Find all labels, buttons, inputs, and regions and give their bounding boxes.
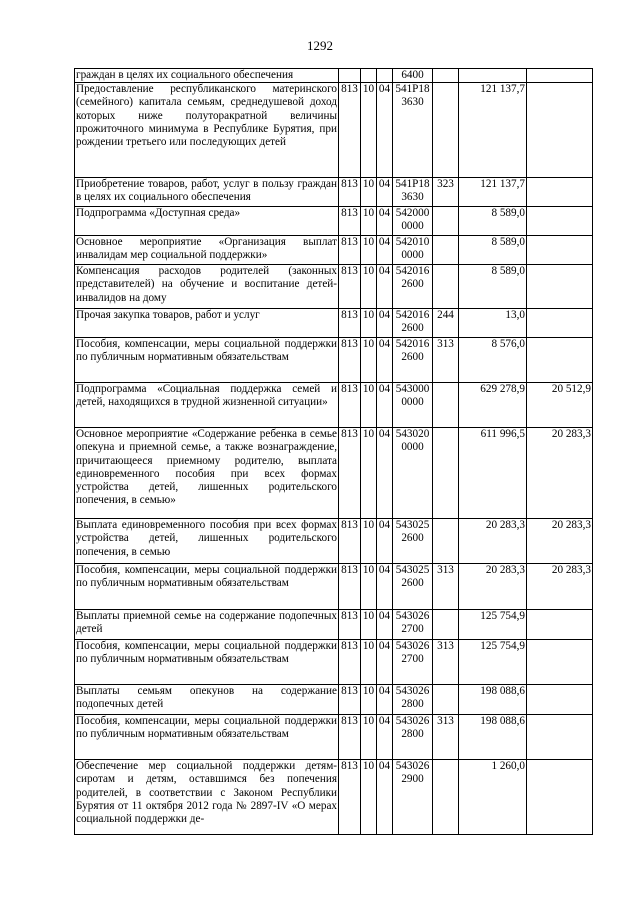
target-article-cell — [393, 640, 433, 685]
target-article-cell — [393, 715, 433, 760]
ved-code-cell: 813 — [339, 236, 361, 265]
row-name-cell: Предоставление республиканского материнского (семейного) капитала семьям, среднедушевой доход которых ниже полуторакратной величины прожиточного минимума в Республике Бурятия, при рождении третьего или последующих детей — [75, 83, 339, 178]
subvention-amount-cell — [527, 83, 593, 178]
row-name-cell: граждан в целях их социального обеспечения — [75, 69, 339, 83]
ved-code-cell: 813 — [339, 338, 361, 383]
total-amount-cell: 125 754,9 — [459, 610, 527, 640]
target-article-part1: 542000 — [395, 207, 430, 220]
target-article-part2: 2800 — [401, 728, 424, 741]
total-amount-cell: 8 589,0 — [459, 236, 527, 265]
subsection-code-cell: 04 — [377, 685, 393, 715]
section-code-cell: 10 — [361, 715, 377, 760]
subsection-code-cell: 04 — [377, 338, 393, 383]
row-name-cell: Компенсация расходов родителей (законных представителей) на обучение и воспитание детей-инвалидов на дому — [75, 265, 339, 309]
ved-code-cell: 813 — [339, 383, 361, 428]
expense-type-cell — [433, 519, 459, 564]
section-code-cell: 10 — [361, 760, 377, 835]
table-row — [75, 685, 593, 715]
subsection-code-cell: 04 — [377, 519, 393, 564]
expense-type-cell — [433, 685, 459, 715]
subvention-amount-cell — [527, 207, 593, 236]
subvention-amount-cell — [527, 338, 593, 383]
ved-code-cell: 813 — [339, 760, 361, 835]
subsection-code-cell: 04 — [377, 83, 393, 178]
target-article-part1: 541P18 — [395, 83, 430, 96]
total-amount-cell: 121 137,7 — [459, 178, 527, 207]
subsection-code-cell — [377, 69, 393, 83]
expense-type-cell — [433, 760, 459, 835]
subvention-amount-cell: 20 283,3 — [527, 519, 593, 564]
target-article-part1: 542016 — [395, 338, 430, 351]
total-amount-cell: 125 754,9 — [459, 640, 527, 685]
subvention-amount-cell — [527, 265, 593, 309]
row-name-cell: Основное мероприятие «Содержание ребенка в семье опекуна и приемной семье, а также вознаграждение, причитающееся приемному родителю, выплата единовременного пособия при всех формах устройства детей, лишенных родительского попечения, в семью» — [75, 428, 339, 519]
target-article-part2: 2900 — [401, 773, 424, 786]
target-article-part2: 0000 — [401, 396, 424, 409]
target-article-cell — [393, 685, 433, 715]
total-amount-cell: 1 260,0 — [459, 760, 527, 835]
total-amount-cell: 20 283,3 — [459, 564, 527, 610]
target-article-part2: 2700 — [401, 653, 424, 666]
subsection-code-cell: 04 — [377, 610, 393, 640]
table-row — [75, 640, 593, 685]
section-code-cell: 10 — [361, 685, 377, 715]
target-article-cell — [393, 69, 433, 83]
target-article-part1: 542016 — [395, 309, 430, 322]
table-row — [75, 265, 593, 309]
subsection-code-cell: 04 — [377, 383, 393, 428]
target-article-part2: 2600 — [401, 278, 424, 291]
row-name-cell: Пособия, компенсации, меры социальной поддержки по публичным нормативным обязательствам — [75, 338, 339, 383]
section-code-cell: 10 — [361, 428, 377, 519]
table-row — [75, 610, 593, 640]
ved-code-cell: 813 — [339, 715, 361, 760]
table-row — [75, 338, 593, 383]
row-name-cell: Обеспечение мер социальной поддержки детям-сиротам и детям, оставшимся без попечения родителей, в соответствии с Законом Республики Бурятия от 11 октября 2012 года № 2897-IV «О мерах социальной поддержки де- — [75, 760, 339, 835]
target-article-part2: 6400 — [401, 69, 424, 81]
total-amount-cell: 8 576,0 — [459, 338, 527, 383]
subvention-amount-cell: 20 512,9 — [527, 383, 593, 428]
target-article-cell — [393, 178, 433, 207]
ved-code-cell — [339, 69, 361, 83]
row-name-cell: Подпрограмма «Социальная поддержка семей и детей, находящихся в трудной жизненной ситуации» — [75, 383, 339, 428]
target-article-part1: 543026 — [395, 760, 430, 773]
row-name-cell: Пособия, компенсации, меры социальной поддержки по публичным нормативным обязательствам — [75, 640, 339, 685]
target-article-part2: 3630 — [401, 191, 424, 204]
ved-code-cell: 813 — [339, 685, 361, 715]
target-article-cell — [393, 265, 433, 309]
total-amount-cell: 13,0 — [459, 309, 527, 338]
subsection-code-cell: 04 — [377, 564, 393, 610]
total-amount-cell: 198 088,6 — [459, 715, 527, 760]
target-article-part1: 543026 — [395, 715, 430, 728]
table-row — [75, 309, 593, 338]
subvention-amount-cell — [527, 640, 593, 685]
budget-table-body — [75, 69, 593, 835]
row-name-cell: Подпрограмма «Доступная среда» — [75, 207, 339, 236]
subsection-code-cell: 04 — [377, 309, 393, 338]
table-row — [75, 178, 593, 207]
expense-type-cell — [433, 428, 459, 519]
section-code-cell: 10 — [361, 309, 377, 338]
row-name-cell: Выплата единовременного пособия при всех формах устройства детей, лишенных родительского попечения, в семью — [75, 519, 339, 564]
target-article-part1: 541P18 — [395, 178, 430, 191]
expense-type-cell — [433, 383, 459, 428]
row-name-cell: Выплаты семьям опекунов на содержание подопечных детей — [75, 685, 339, 715]
subvention-amount-cell — [527, 685, 593, 715]
target-article-part2: 0000 — [401, 220, 424, 233]
table-row — [75, 519, 593, 564]
target-article-part2: 0000 — [401, 249, 424, 262]
subsection-code-cell: 04 — [377, 640, 393, 685]
target-article-part1: 543000 — [395, 383, 430, 396]
section-code-cell: 10 — [361, 564, 377, 610]
expense-type-cell: 313 — [433, 640, 459, 685]
target-article-cell — [393, 519, 433, 564]
section-code-cell: 10 — [361, 610, 377, 640]
expense-type-cell — [433, 83, 459, 178]
target-article-cell — [393, 564, 433, 610]
target-article-cell — [393, 760, 433, 835]
target-article-cell — [393, 610, 433, 640]
target-article-part2: 3630 — [401, 96, 424, 109]
subsection-code-cell: 04 — [377, 178, 393, 207]
target-article-part1: 543026 — [395, 685, 430, 698]
subvention-amount-cell — [527, 69, 593, 83]
total-amount-cell: 121 137,7 — [459, 83, 527, 178]
subsection-code-cell: 04 — [377, 428, 393, 519]
total-amount-cell: 611 996,5 — [459, 428, 527, 519]
ved-code-cell: 813 — [339, 519, 361, 564]
target-article-cell — [393, 207, 433, 236]
target-article-part2: 2600 — [401, 351, 424, 364]
ved-code-cell: 813 — [339, 564, 361, 610]
subsection-code-cell: 04 — [377, 760, 393, 835]
table-row — [75, 383, 593, 428]
total-amount-cell: 198 088,6 — [459, 685, 527, 715]
subvention-amount-cell — [527, 178, 593, 207]
section-code-cell: 10 — [361, 83, 377, 178]
section-code-cell: 10 — [361, 207, 377, 236]
expense-type-cell: 313 — [433, 338, 459, 383]
target-article-part1: 543020 — [395, 428, 430, 441]
section-code-cell: 10 — [361, 236, 377, 265]
ved-code-cell: 813 — [339, 309, 361, 338]
target-article-part2: 2600 — [401, 577, 424, 590]
target-article-part1: 542010 — [395, 236, 430, 249]
target-article-cell — [393, 428, 433, 519]
ved-code-cell: 813 — [339, 178, 361, 207]
table-row — [75, 207, 593, 236]
target-article-part2: 2600 — [401, 532, 424, 545]
subvention-amount-cell: 20 283,3 — [527, 428, 593, 519]
target-article-part1: 543026 — [395, 610, 430, 623]
table-row — [75, 715, 593, 760]
ved-code-cell: 813 — [339, 83, 361, 178]
budget-table — [74, 68, 593, 835]
table-row — [75, 83, 593, 178]
table-row — [75, 236, 593, 265]
target-article-cell — [393, 383, 433, 428]
page-number: 1292 — [307, 38, 333, 53]
total-amount-cell — [459, 69, 527, 83]
expense-type-cell: 313 — [433, 715, 459, 760]
target-article-part2: 2800 — [401, 698, 424, 711]
expense-type-cell — [433, 265, 459, 309]
subvention-amount-cell — [527, 309, 593, 338]
target-article-part2: 2600 — [401, 322, 424, 335]
subsection-code-cell: 04 — [377, 265, 393, 309]
total-amount-cell: 629 278,9 — [459, 383, 527, 428]
subvention-amount-cell — [527, 760, 593, 835]
row-name-cell: Прочая закупка товаров, работ и услуг — [75, 309, 339, 338]
subsection-code-cell: 04 — [377, 207, 393, 236]
subsection-code-cell: 04 — [377, 715, 393, 760]
target-article-cell — [393, 236, 433, 265]
expense-type-cell: 244 — [433, 309, 459, 338]
target-article-part1: 543025 — [395, 564, 430, 577]
table-row — [75, 428, 593, 519]
expense-type-cell — [433, 69, 459, 83]
section-code-cell: 10 — [361, 178, 377, 207]
total-amount-cell: 8 589,0 — [459, 207, 527, 236]
target-article-cell — [393, 338, 433, 383]
expense-type-cell — [433, 207, 459, 236]
subvention-amount-cell — [527, 715, 593, 760]
table-row — [75, 564, 593, 610]
table-row — [75, 760, 593, 835]
ved-code-cell: 813 — [339, 207, 361, 236]
row-name-cell: Выплаты приемной семье на содержание подопечных детей — [75, 610, 339, 640]
target-article-part1: 543025 — [395, 519, 430, 532]
section-code-cell — [361, 69, 377, 83]
target-article-part2: 0000 — [401, 441, 424, 454]
target-article-cell — [393, 83, 433, 178]
subsection-code-cell: 04 — [377, 236, 393, 265]
ved-code-cell: 813 — [339, 640, 361, 685]
target-article-cell — [393, 309, 433, 338]
subvention-amount-cell — [527, 236, 593, 265]
row-name-cell: Приобретение товаров, работ, услуг в пользу граждан в целях их социального обеспечения — [75, 178, 339, 207]
expense-type-cell: 313 — [433, 564, 459, 610]
ved-code-cell: 813 — [339, 428, 361, 519]
ved-code-cell: 813 — [339, 610, 361, 640]
total-amount-cell: 20 283,3 — [459, 519, 527, 564]
total-amount-cell: 8 589,0 — [459, 265, 527, 309]
section-code-cell: 10 — [361, 338, 377, 383]
table-row — [75, 69, 593, 83]
subvention-amount-cell — [527, 610, 593, 640]
target-article-part1: 542016 — [395, 265, 430, 278]
expense-type-cell: 323 — [433, 178, 459, 207]
section-code-cell: 10 — [361, 640, 377, 685]
expense-type-cell — [433, 236, 459, 265]
subvention-amount-cell: 20 283,3 — [527, 564, 593, 610]
expense-type-cell — [433, 610, 459, 640]
row-name-cell: Пособия, компенсации, меры социальной поддержки по публичным нормативным обязательствам — [75, 715, 339, 760]
section-code-cell: 10 — [361, 265, 377, 309]
target-article-part1: 543026 — [395, 640, 430, 653]
ved-code-cell: 813 — [339, 265, 361, 309]
row-name-cell: Пособия, компенсации, меры социальной поддержки по публичным нормативным обязательствам — [75, 564, 339, 610]
section-code-cell: 10 — [361, 519, 377, 564]
target-article-part2: 2700 — [401, 623, 424, 636]
row-name-cell: Основное мероприятие «Организация выплат инвалидам мер социальной поддержки» — [75, 236, 339, 265]
section-code-cell: 10 — [361, 383, 377, 428]
